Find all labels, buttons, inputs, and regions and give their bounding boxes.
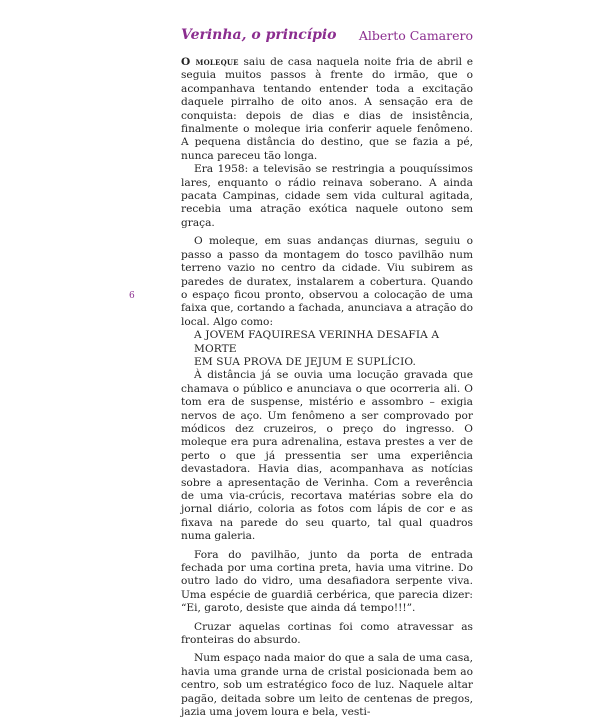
- banner-quote-line-1: A JOVEM FAQUIRESA VERINHA DESAFIA A MORTE: [194, 329, 440, 355]
- page-number: 6: [129, 291, 135, 301]
- paragraph-1-text: saiu de casa naquela noite fria de abril e seguia muitos passos à frente do irmão, que o acompanhava tentando entender toda a excitação daquele pirralho de oito anos. A sensação era de conquista: depois de dias e dias de insistência, finalmente o moleque iria conferir aquele fenômeno. A pequena distância do destino, que se fazia a pé, nunca pareceu tão longa.: [181, 56, 473, 162]
- book-title: Verinha, o princípio: [181, 27, 337, 43]
- paragraph-2: Era 1958: a televisão se restringia a pouquíssimos lares, enquanto o rádio reinava soberano. A ainda pacata Campinas, cidade sem vida cultural agitada, recebia uma atração exótica naquele outono sem graça.: [181, 163, 473, 229]
- paragraph-3: O moleque, em suas andanças diurnas, seguiu o passo a passo da montagem do tosco pavilhão num terreno vazio no centro da cidade. Viu subirem as paredes de duratex, instalarem a cobertura. Quando o espaço ficou pronto, observou a colocação de uma faixa que, cortando a fachada, anunciava a atração do local. Algo como:: [181, 235, 473, 328]
- paragraph-6: Cruzar aquelas cortinas foi como atravessar as fronteiras do absurdo.: [181, 620, 473, 647]
- body-text: [181, 56, 473, 719]
- banner-quote-line-2: EM SUA PROVA DE JEJUM E SUPLÍCIO.: [194, 355, 416, 368]
- author-name: Alberto Camarero: [358, 28, 473, 43]
- running-header: [181, 27, 473, 49]
- paragraph-4: À distância já se ouvia uma locução gravada que chamava o público e anunciava o que ocorreria ali. O tom era de suspense, mistério e assombro – exigia nervos de aço. Um fenômeno a ser comprovado por módicos dez cruzeiros, o preço do ingresso. O moleque era pura adrenalina, estava prestes a ver de perto o que já pressentia ser uma experiência devastadora. Havia dias, acompanhava as notícias sobre a apresentação de Verinha. Com a reverência de uma via-crúcis, recortava matérias sobre ela do jornal diário, coloria as fotos com lápis de cor e as fixava na parede do seu quarto, tal qual quadros numa galeria.: [181, 369, 473, 543]
- paragraph-lead-in: O moleque: [181, 56, 239, 68]
- paragraph-1: [181, 56, 473, 163]
- paragraph-7: Num espaço nada maior do que a sala de uma casa, havia uma grande urna de cristal posicionada bem ao centro, sob um estratégico foco de luz. Naquele altar pagão, deitada sobre um leito de centenas de pregos, jazia uma jovem loura e bela, vesti-: [181, 652, 473, 719]
- paragraph-5: Fora do pavilhão, junto da porta de entrada fechada por uma cortina preta, havia uma vitrine. Do outro lado do vidro, uma desafiadora serpente viva. Uma espécie de guardiã cerbérica, que parecia dizer: “Ei, garoto, desiste que ainda dá tempo!!!”.: [181, 548, 473, 615]
